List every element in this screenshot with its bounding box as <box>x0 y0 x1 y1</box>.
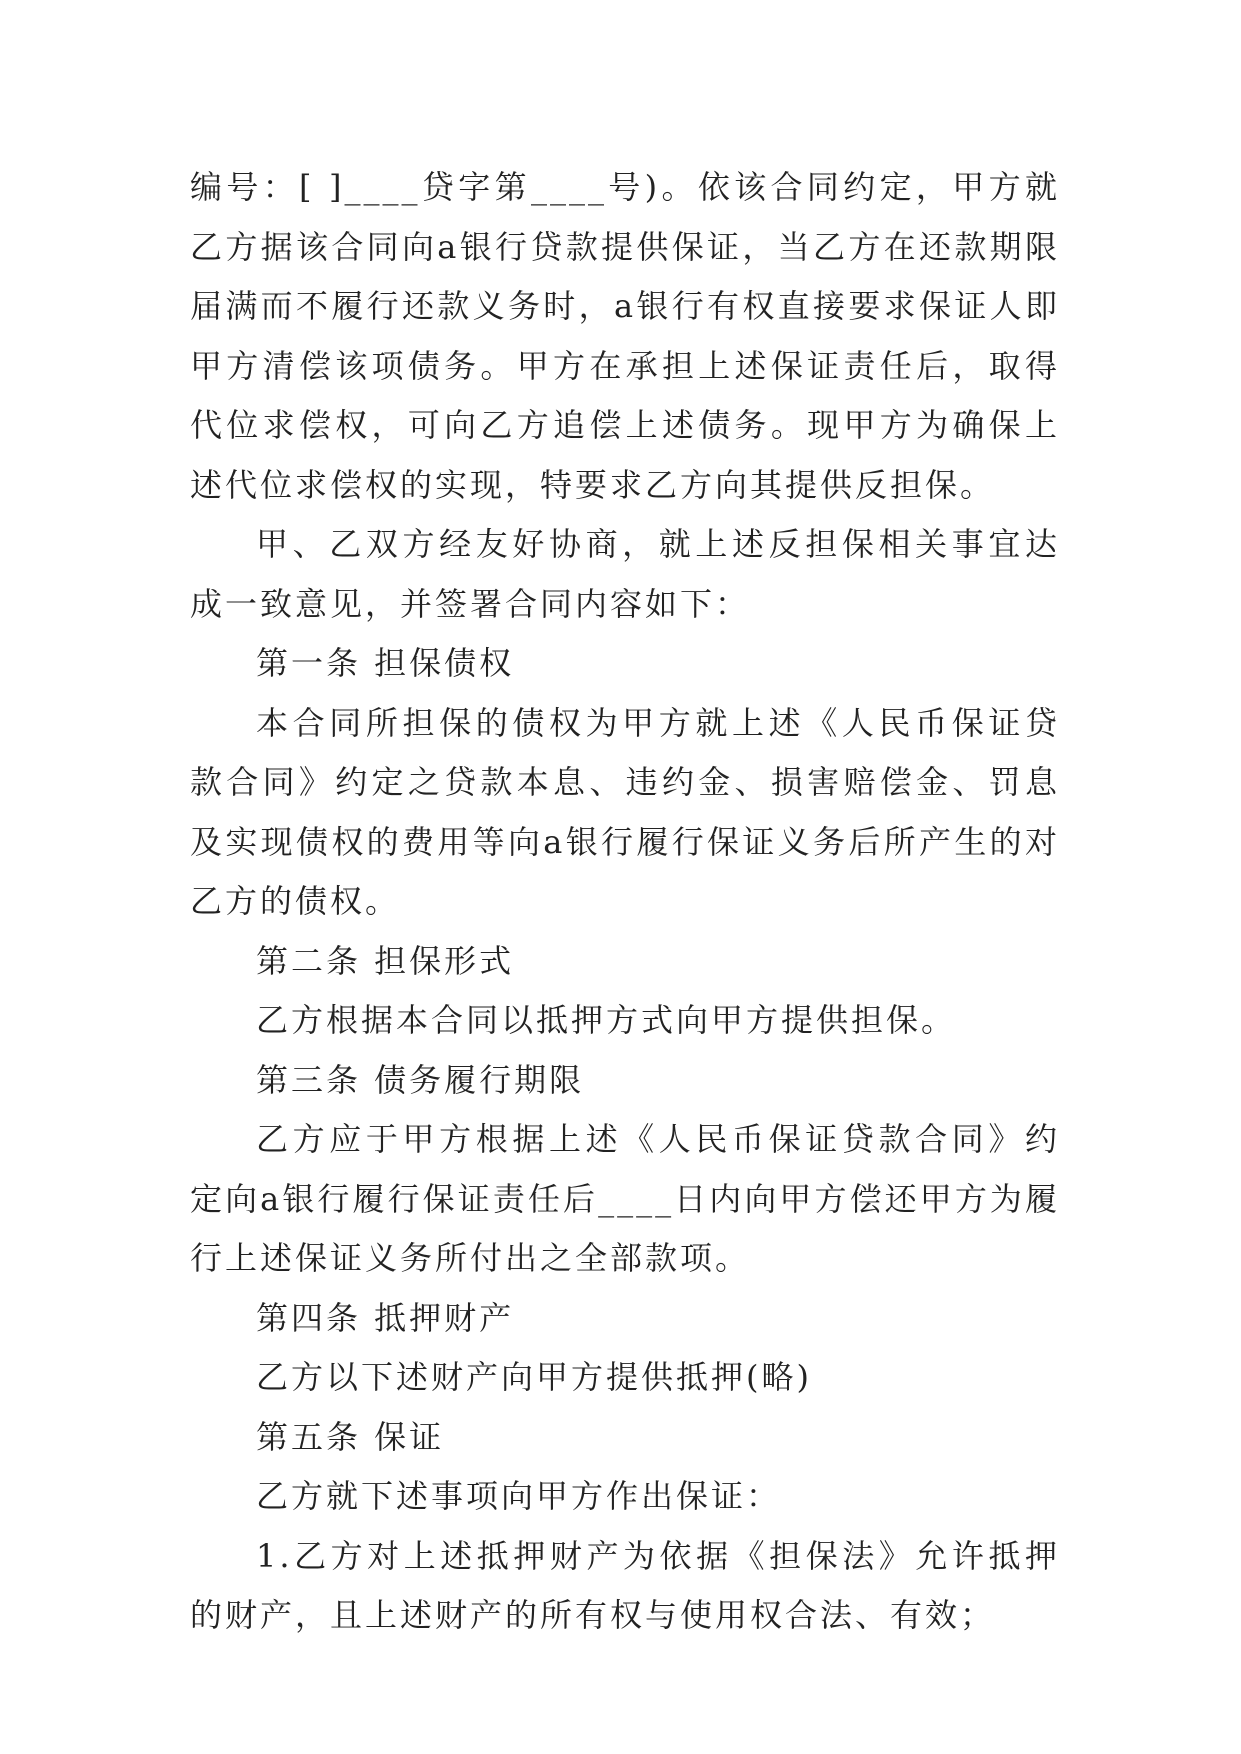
paragraph-agreement: 甲、乙双方经友好协商，就上述反担保相关事宜达成一致意见，并签署合同内容如下： <box>190 525 1060 623</box>
article-2-heading: 第二条 担保形式 <box>256 941 515 980</box>
article-3-heading: 第三条 债务履行期限 <box>256 1060 585 1099</box>
article-5-item-1: 1.乙方对上述抵押财产为依据《担保法》允许抵押的财产，且上述财产的所有权与使用权合法、有效； <box>190 1536 1060 1634</box>
article-2-body: 乙方根据本合同以抵押方式向甲方提供担保。 <box>256 1001 957 1039</box>
article-5-heading: 第五条 保证 <box>256 1417 445 1456</box>
article-4-heading: 第四条 抵押财产 <box>256 1298 515 1337</box>
document-body <box>190 158 1060 1646</box>
article-5-body: 乙方就下述事项向甲方作出保证： <box>256 1477 782 1515</box>
article-4-body: 乙方以下述财产向甲方提供抵押(略) <box>256 1358 812 1396</box>
paragraph-intro: 编号：[ ]____贷字第____号)。依该合同约定，甲方就乙方据该合同向a银行贷款提供保证，当乙方在还款期限届满而不履行还款义务时，a银行有权直接要求保证人即甲方清偿该项债务。甲方在承担上述保证责任后，取得代位求偿权，可向乙方追偿上述债务。现甲方为确保上述代位求偿权的实现，特要求乙方向其提供反担保。 <box>190 168 1060 504</box>
article-3-body: 乙方应于甲方根据上述《人民币保证贷款合同》约定向a银行履行保证责任后____日内向甲方偿还甲方为履行上述保证义务所付出之全部款项。 <box>190 1120 1060 1277</box>
article-1-body: 本合同所担保的债权为甲方就上述《人民币保证贷款合同》约定之贷款本息、违约金、损害赔偿金、罚息及实现债权的费用等向a银行履行保证义务后所产生的对乙方的债权。 <box>190 703 1060 920</box>
article-1-heading: 第一条 担保债权 <box>256 644 515 682</box>
